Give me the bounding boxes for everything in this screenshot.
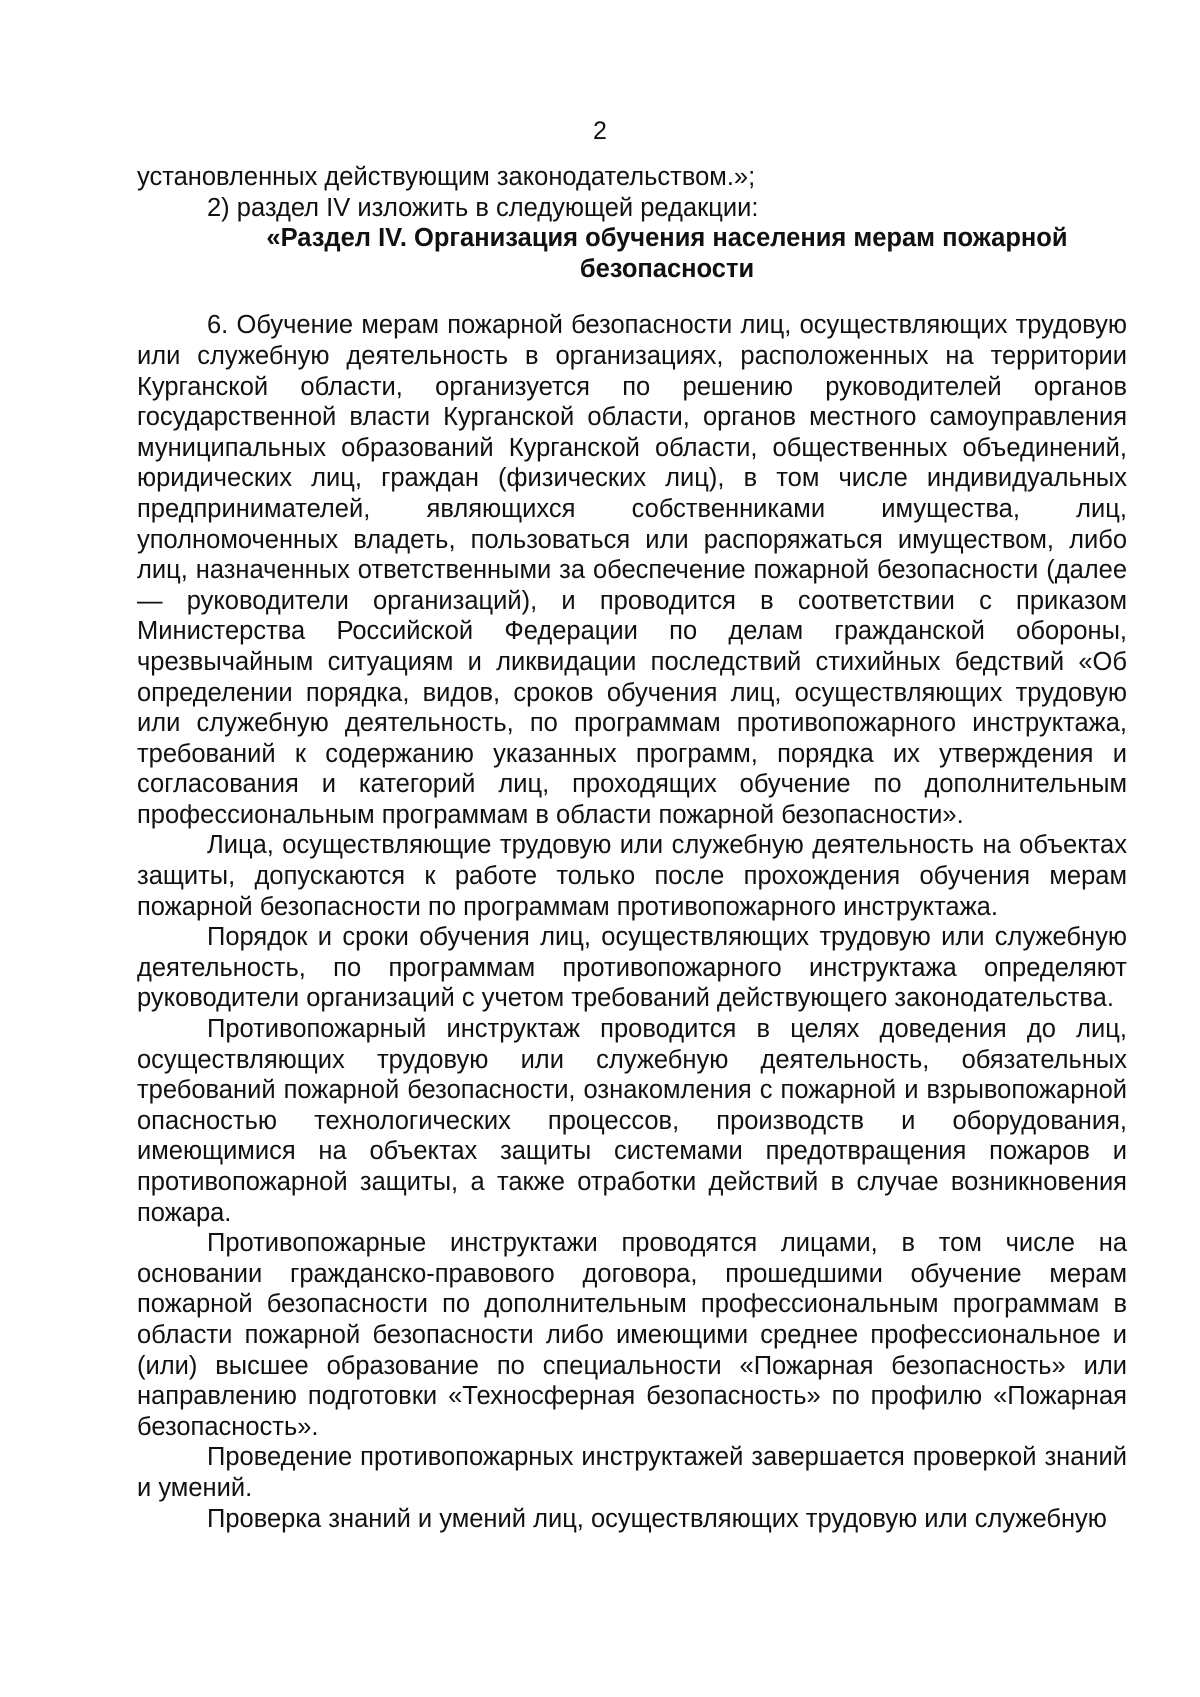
- page-number: 2: [593, 117, 607, 145]
- amendment-item: 2) раздел IV изложить в следующей редакции:: [207, 193, 759, 222]
- section-heading: «Раздел IV. Организация обучения населения мерам пожарной безопасности: [266, 224, 1068, 283]
- paragraph: Порядок и сроки обучения лиц, осуществляющих трудовую или служебную деятельность, по программам противопожарного инструктажа определяют руководители организаций с учетом требований действующего законодательства.: [137, 923, 1127, 1013]
- document-body: [137, 162, 1127, 1534]
- paragraph: Проведение противопожарных инструктажей завершается проверкой знаний и умений.: [137, 1443, 1127, 1502]
- paragraph: Противопожарные инструктажи проводятся лицами, в том числе на основании гражданско-правового договора, прошедшими обучение мерам пожарной безопасности по дополнительным профессиональным программам в области пожарной безопасности либо имеющими среднее профессиональное и (или) высшее образование по специальности «Пожарная безопасность» или направлению подготовки «Техносферная безопасность» по профилю «Пожарная безопасность».: [137, 1229, 1127, 1441]
- intro-line: установленных действующим законодательством.»;: [137, 163, 756, 191]
- paragraph: Противопожарный инструктаж проводится в целях доведения до лиц, осуществляющих трудовую или служебную деятельность, обязательных требований пожарной безопасности, ознакомления с пожарной и взрывопожарной опасностью технологических процессов, производств и оборудования, имеющимися на объектах защиты системами предотвращения пожаров и противопожарной защиты, а также отработки действий в случае возникновения пожара.: [137, 1015, 1127, 1227]
- paragraph: Лица, осуществляющие трудовую или служебную деятельность на объектах защиты, допускаются к работе только после прохождения обучения мерам пожарной безопасности по программам противопожарного инструктажа.: [137, 831, 1127, 921]
- paragraph: Проверка знаний и умений лиц, осуществляющих трудовую или служебную: [207, 1504, 1107, 1533]
- paragraph: 6. Обучение мерам пожарной безопасности лиц, осуществляющих трудовую или служебную деятельность в организациях, расположенных на территории Курганской области, организуется по решению руководителей органов государственной власти Курганской области, органов местного самоуправления муниципальных образований Курганской области, общественных объединений, юридических лиц, граждан (физических лиц), в том числе индивидуальных предпринимателей, являющихся собственниками имущества, лиц, уполномоченных владеть, пользоваться или распоряжаться имуществом, либо лиц, назначенных ответственными за обеспечение пожарной безопасности (далее — руководители организаций), и проводится в соответствии с приказом Министерства Российской Федерации по делам гражданской обороны, чрезвычайным ситуациям и ликвидации последствий стихийных бедствий «Об определении порядка, видов, сроков обучения лиц, осуществляющих трудовую или служебную деятельность, по программам противопожарного инструктажа, требований к содержанию указанных программ, порядка их утверждения и согласования и категорий лиц, проходящих обучение по дополнительным профессиональным программам в области пожарной безопасности».: [137, 311, 1127, 829]
